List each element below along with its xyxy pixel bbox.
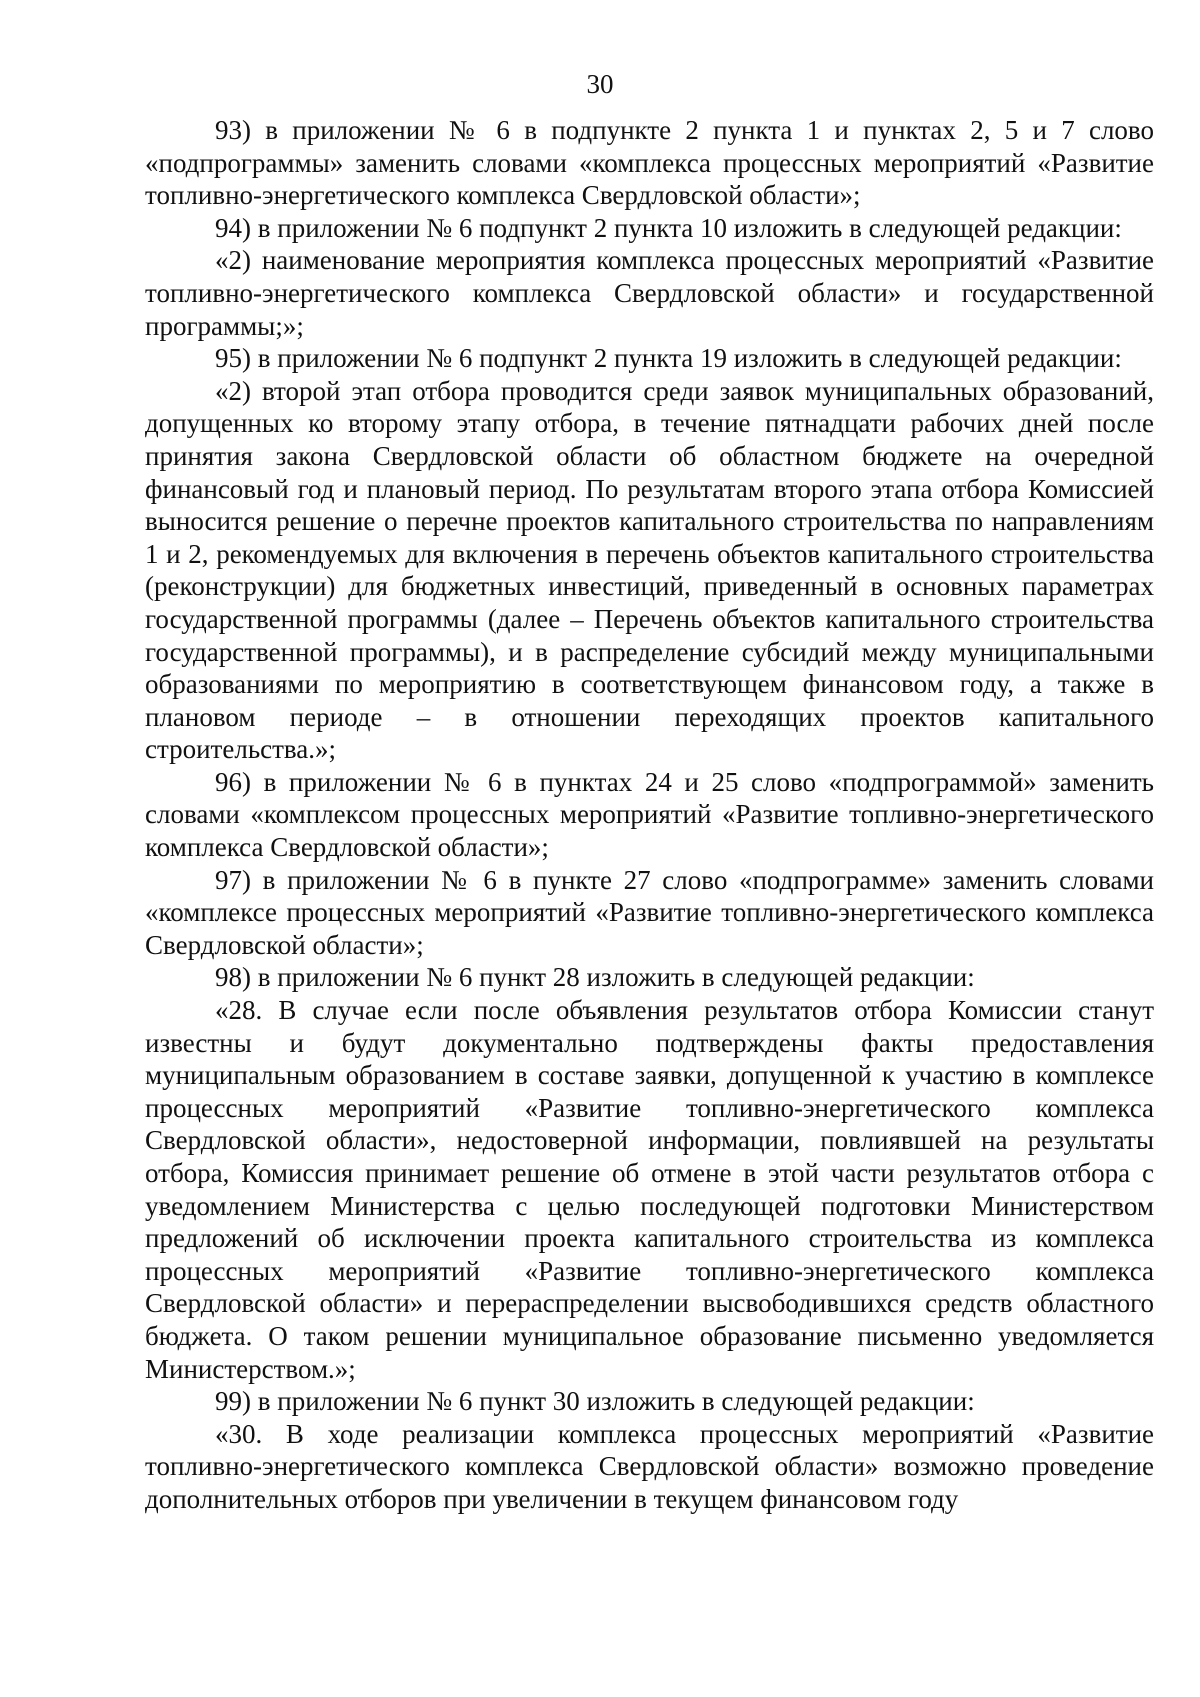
paragraph-item-94: 94) в приложении № 6 подпункт 2 пункта 10 изложить в следующей редакции: xyxy=(215,212,1122,243)
paragraph-quote-94: «2) наименование мероприятия комплекса процессных мероприятий «Развитие топливно-энергетического комплекса Свердловской области» и государственной программы;»; xyxy=(145,245,1154,341)
paragraph-item-99: 99) в приложении № 6 пункт 30 изложить в следующей редакции: xyxy=(215,1386,975,1417)
paragraph-quote-98: «28. В случае если после объявления результатов отбора Комиссии станут известны и будут документально подтверждены факты предоставления муниципальным образованием в составе заявки, допущенной к участию в комплексе процессных мероприятий «Развитие топливно-энергетического комплекса Свердловской области», недостоверной информации, повлиявшей на результаты отбора, Комиссия принимает решение об отмене в этой части результатов отбора с уведомлением Министерства с целью последующей подготовки Министерством предложений об исключении проекта капитального строительства из комплекса процессных мероприятий «Развитие топливно-энергетического комплекса Свердловской области» и перераспределении высвободившихся средств областного бюджета. О таком решении муниципальное образование письменно уведомляется Министерством.»; xyxy=(145,995,1154,1384)
paragraph-item-93: 93) в приложении № 6 в подпункте 2 пункта 1 и пунктах 2, 5 и 7 слово «подпрограммы» заменить словами «комплекса процессных мероприятий «Развитие топливно-энергетического комплекса Свердловской области»; xyxy=(145,115,1154,211)
paragraph-item-96: 96) в приложении № 6 в пунктах 24 и 25 слово «подпрограммой» заменить словами «комплексом процессных мероприятий «Развитие топливно-энергетического комплекса Свердловской области»; xyxy=(145,766,1154,863)
document-body xyxy=(145,114,1154,1516)
paragraph-item-97: 97) в приложении № 6 в пункте 27 слово «подпрограмме» заменить словами «комплексе процессных мероприятий «Развитие топливно-энергетического комплекса Свердловской области»; xyxy=(145,864,1154,960)
paragraph-item-98: 98) в приложении № 6 пункт 28 изложить в следующей редакции: xyxy=(215,962,975,993)
paragraph-item-95: 95) в приложении № 6 подпункт 2 пункта 19 изложить в следующей редакции: xyxy=(215,343,1122,374)
paragraph-quote-99: «30. В ходе реализации комплекса процессных мероприятий «Развитие топливно-энергетического комплекса Свердловской области» возможно проведение дополнительных отборов при увеличении в текущем финансовом году xyxy=(145,1418,1154,1514)
page-number: 30 xyxy=(586,69,614,99)
paragraph-quote-95: «2) второй этап отбора проводится среди заявок муниципальных образований, допущенных ко второму этапу отбора, в течение пятнадцати рабочих дней после принятия закона Свердловской области об областном бюджете на очередной финансовый год и плановый период. По результатам второго этапа отбора Комиссией выносится решение о перечне проектов капитального строительства по направлениям 1 и 2, рекомендуемых для включения в перечень объектов капитального строительства (реконструкции) для бюджетных инвестиций, приведенный в основных параметрах государственной программы (далее – Перечень объектов капитального строительства государственной программы), и в распределение субсидий между муниципальными образованиями по мероприятию в соответствующем финансовом году, а также в плановом периоде – в отношении переходящих проектов капитального строительства.»; xyxy=(145,375,1154,765)
